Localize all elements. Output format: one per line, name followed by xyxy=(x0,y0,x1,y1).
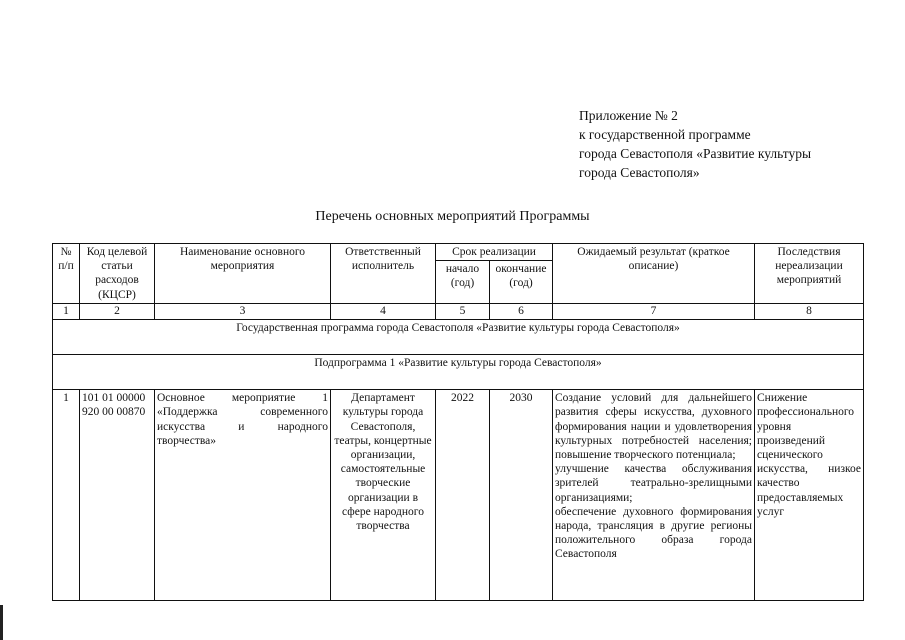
row-consequences: Снижение профессионального уровня произведений сценического искусства, низкое качество предоставляемых услуг xyxy=(755,390,864,601)
row-code xyxy=(80,390,155,601)
row-code-line: 101 01 00000 xyxy=(82,392,146,405)
header-code: Код целевой статьи расходов (КЦСР) xyxy=(80,244,155,304)
scan-edge-mark xyxy=(0,605,3,640)
appendix-line: к государственной программе xyxy=(579,127,751,142)
column-number: 8 xyxy=(755,304,864,320)
table-row xyxy=(53,390,864,601)
column-number: 1 xyxy=(53,304,80,320)
measures-table xyxy=(52,243,864,601)
header-end: окончание (год) xyxy=(490,261,553,304)
header-executor: Ответственный исполнитель xyxy=(331,244,436,304)
column-number: 4 xyxy=(331,304,436,320)
header-consequences: Последствия нереализации мероприятий xyxy=(755,244,864,304)
row-code-line: 920 00 00870 xyxy=(82,406,146,419)
header-result: Ожидаемый результат (краткое описание) xyxy=(553,244,755,304)
column-number: 2 xyxy=(80,304,155,320)
column-number-row xyxy=(53,304,864,320)
row-start-year: 2022 xyxy=(436,390,490,601)
result-paragraph: улучшение качества обслуживания зрителей театрально-зрелищными организациями; xyxy=(555,463,752,504)
appendix-line: города Севастополя» xyxy=(579,165,700,180)
program-banner-row xyxy=(53,320,864,355)
column-number: 5 xyxy=(436,304,490,320)
row-num: 1 xyxy=(53,390,80,601)
column-number: 6 xyxy=(490,304,553,320)
appendix-heading xyxy=(579,106,811,182)
header-term: Срок реализации xyxy=(436,244,553,261)
result-paragraph: Создание условий для дальнейшего развития сферы искусства, духовного формирования нации и удовлетворения культурных потребностей населения; повышение творческого потенциала; xyxy=(555,392,752,462)
row-measure-name: Основное мероприятие 1 «Поддержка современного искусства и народного творчества» xyxy=(155,390,331,601)
result-paragraph: обеспечение духовного формирования народа, трансляция в другие регионы положительного образа города Севастополя xyxy=(555,505,752,561)
header-start: начало (год) xyxy=(436,261,490,304)
appendix-line: Приложение № 2 xyxy=(579,108,678,123)
header-num: № п/п xyxy=(53,244,80,304)
row-end-year: 2030 xyxy=(490,390,553,601)
header-name: Наименование основного мероприятия xyxy=(155,244,331,304)
subprogram-banner-row xyxy=(53,355,864,390)
column-number: 3 xyxy=(155,304,331,320)
program-banner: Государственная программа города Севастополя «Развитие культуры города Севастополя» xyxy=(53,320,864,355)
column-number: 7 xyxy=(553,304,755,320)
appendix-line: города Севастополя «Развитие культуры xyxy=(579,146,812,161)
subprogram-banner: Подпрограмма 1 «Развитие культуры города Севастополя» xyxy=(53,355,864,390)
header-row xyxy=(53,244,864,261)
row-executor: Департамент культуры города Севастополя, театры, концертные организации, самостоятельные творческие организации в сфере народного творчества xyxy=(331,390,436,601)
document-title: Перечень основных мероприятий Программы xyxy=(315,209,590,224)
row-expected-result xyxy=(553,390,755,601)
